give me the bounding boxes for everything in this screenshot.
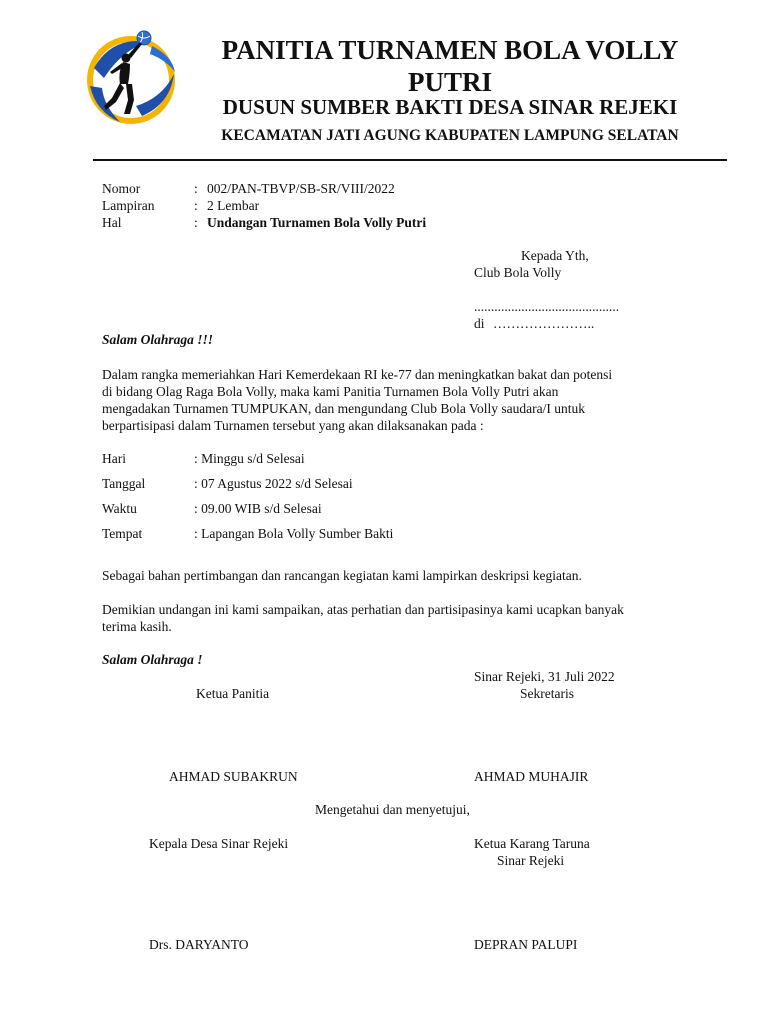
hal-label: Hal xyxy=(102,215,122,230)
organizer-title-line2: PUTRI xyxy=(407,67,492,97)
kepala-desa-name: Drs. DARYANTO xyxy=(149,937,249,952)
paragraph-line: berpartisipasi dalam Turnamen tersebut yang akan dilaksanakan pada : xyxy=(102,418,484,433)
nomor-label: Nomor xyxy=(102,181,141,196)
karang-taruna-title-line2: Sinar Rejeki xyxy=(497,853,565,868)
recipient-di: di xyxy=(474,316,485,331)
recipient-dots: ........................................... xyxy=(474,299,620,314)
hal-value: Undangan Turnamen Bola Volly Putri xyxy=(207,215,427,230)
sekretaris-name: AHMAD MUHAJIR xyxy=(474,769,589,784)
detail-value-waktu: : 09.00 WIB s/d Selesai xyxy=(194,501,322,516)
detail-value-tempat: : Lapangan Bola Volly Sumber Bakti xyxy=(194,526,394,541)
closing-paragraph xyxy=(102,601,712,635)
recipient-name: Club Bola Volly xyxy=(474,265,562,280)
salam-opening: Salam Olahraga !!! xyxy=(102,332,214,347)
ketua-panitia-name: AHMAD SUBAKRUN xyxy=(169,769,298,784)
recipient-di-dots: ………………….. xyxy=(493,316,595,331)
approval-statement: Mengetahui dan menyetujui, xyxy=(315,802,470,817)
kepala-desa-title: Kepala Desa Sinar Rejeki xyxy=(149,836,289,851)
lampiran-value: 2 Lembar xyxy=(207,198,260,213)
paragraph-line: terima kasih. xyxy=(102,619,172,634)
header-divider xyxy=(93,159,727,161)
karang-taruna-title: Ketua Karang Taruna xyxy=(474,836,590,851)
ketua-panitia-title: Ketua Panitia xyxy=(196,686,270,701)
detail-label-waktu: Waktu xyxy=(102,501,137,516)
village-subtitle: DUSUN SUMBER BAKTI DESA SINAR REJEKI xyxy=(222,95,678,119)
paragraph-line: di bidang Olag Raga Bola Volly, maka kami Panitia Turnamen Bola Volly Putri akan xyxy=(102,384,559,399)
place-date: Sinar Rejeki, 31 Juli 2022 xyxy=(474,669,615,684)
hal-colon: : xyxy=(194,215,198,230)
karang-taruna-name: DEPRAN PALUPI xyxy=(474,937,578,952)
nomor-colon: : xyxy=(194,181,198,196)
attachment-paragraph: Sebagai bahan pertimbangan dan rancangan kegiatan kami lampirkan deskripsi kegiatan. xyxy=(102,568,582,583)
paragraph-line: mengadakan Turnamen TUMPUKAN, dan mengundang Club Bola Volly saudara/I untuk xyxy=(102,401,585,416)
detail-value-hari: : Minggu s/d Selesai xyxy=(194,451,305,466)
district-subtitle: KECAMATAN JATI AGUNG KABUPATEN LAMPUNG SELATAN xyxy=(221,127,679,144)
paragraph-line: Dalam rangka memeriahkan Hari Kemerdekaan RI ke-77 dan meningkatkan bakat dan potensi xyxy=(102,367,613,382)
salam-closing: Salam Olahraga ! xyxy=(102,652,203,667)
nomor-value: 002/PAN-TBVP/SB-SR/VIII/2022 xyxy=(207,181,395,196)
detail-label-hari: Hari xyxy=(102,451,126,466)
detail-label-tempat: Tempat xyxy=(102,526,143,541)
recipient-greeting: Kepada Yth, xyxy=(521,248,589,263)
detail-label-tanggal: Tanggal xyxy=(102,476,146,491)
paragraph-line: Demikian undangan ini kami sampaikan, atas perhatian dan partisipasinya kami ucapkan banyak xyxy=(102,602,624,617)
organizer-title-line1: PANITIA TURNAMEN BOLA VOLLY xyxy=(221,35,679,65)
volleyball-player-logo-icon xyxy=(82,28,180,130)
sekretaris-title: Sekretaris xyxy=(520,686,574,701)
organizer-title xyxy=(190,34,710,98)
lampiran-label: Lampiran xyxy=(102,198,155,213)
invitation-paragraph xyxy=(102,366,712,434)
detail-value-tanggal: : 07 Agustus 2022 s/d Selesai xyxy=(194,476,353,491)
lampiran-colon: : xyxy=(194,198,198,213)
